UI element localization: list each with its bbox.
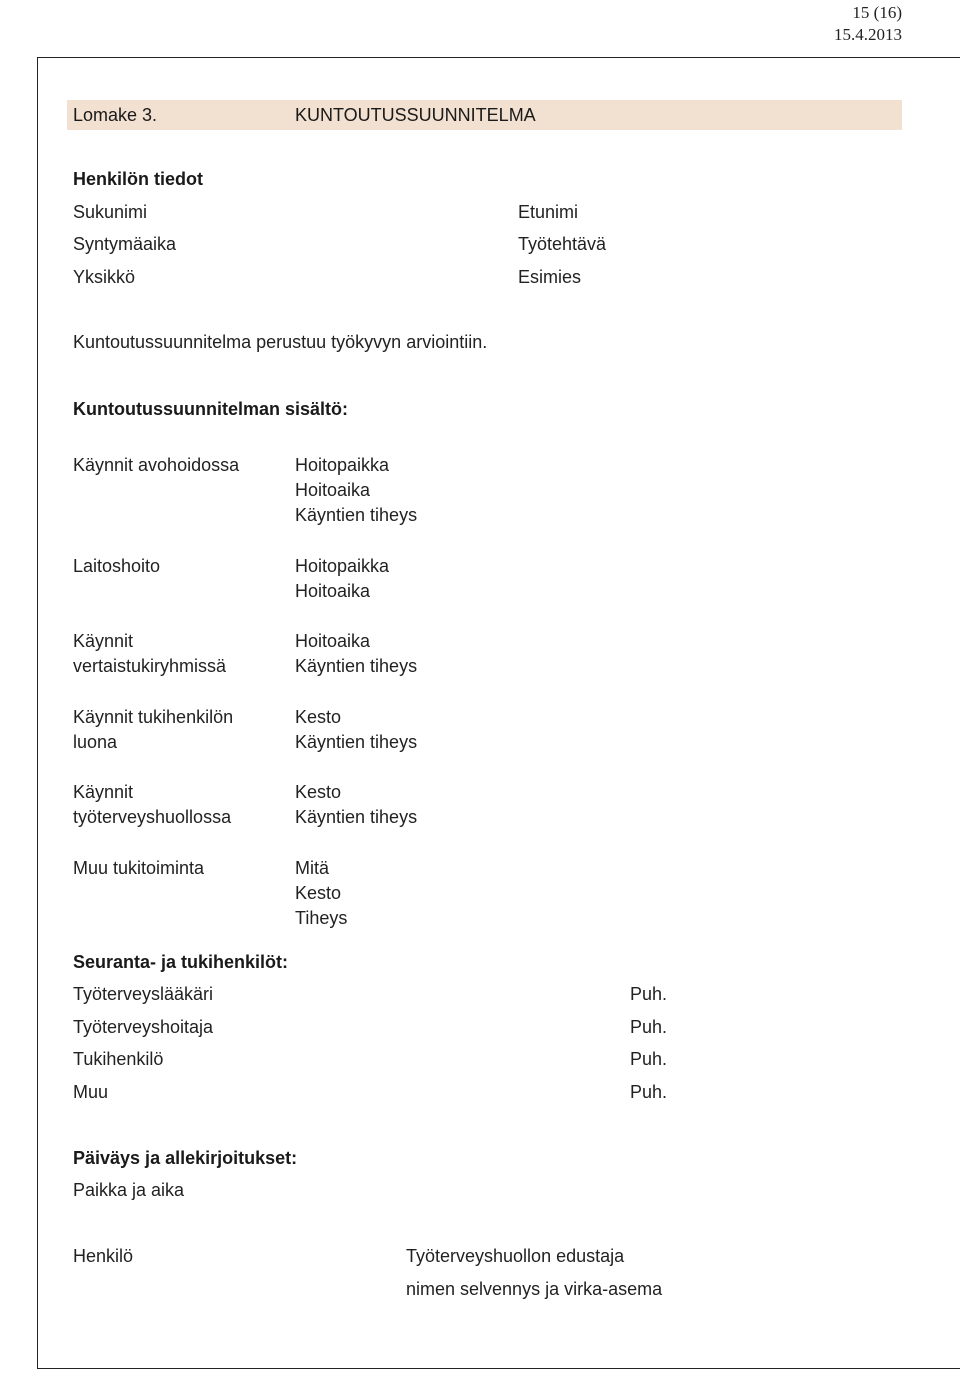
basis-note: Kuntoutussuunnitelma perustuu työkyvyn arviointiin. xyxy=(73,332,488,352)
content-row-items[interactable]: Hoitopaikka Hoitoaika Käyntien tiheys xyxy=(295,455,418,525)
field-place-date[interactable]: Paikka ja aika xyxy=(73,1180,185,1200)
content-row-label: Laitoshoito xyxy=(73,556,161,576)
contact-label[interactable]: Työterveyslääkäri xyxy=(73,984,214,1004)
form-label: Lomake 3. xyxy=(73,105,158,125)
contact-phone[interactable]: Puh. xyxy=(630,1017,668,1037)
person-heading: Henkilön tiedot xyxy=(73,169,203,189)
content-row-label: Käynnit työterveyshuollossa xyxy=(73,782,232,827)
contact-label[interactable]: Työterveyshoitaja xyxy=(73,1017,214,1037)
field-job-title[interactable]: Työtehtävä xyxy=(518,234,607,254)
field-unit[interactable]: Yksikkö xyxy=(73,267,136,287)
contact-phone[interactable]: Puh. xyxy=(630,984,668,1004)
form-banner xyxy=(67,100,902,130)
content-row-items[interactable]: Kesto Käyntien tiheys xyxy=(295,707,418,752)
signature-representative[interactable]: Työterveyshuollon edustaja xyxy=(406,1246,625,1266)
signature-representative-note: nimen selvennys ja virka-asema xyxy=(406,1279,663,1299)
form-title: KUNTOUTUSSUUNNITELMA xyxy=(295,105,536,125)
content-row-items[interactable]: Kesto Käyntien tiheys xyxy=(295,782,418,827)
contact-phone[interactable]: Puh. xyxy=(630,1082,668,1102)
content-heading: Kuntoutussuunnitelman sisältö: xyxy=(73,399,349,419)
contacts-heading: Seuranta- ja tukihenkilöt: xyxy=(73,952,289,972)
content-row-label: Käynnit avohoidossa xyxy=(73,455,240,475)
field-surname[interactable]: Sukunimi xyxy=(73,202,148,222)
field-firstname[interactable]: Etunimi xyxy=(518,202,579,222)
field-supervisor[interactable]: Esimies xyxy=(518,267,582,287)
content-row-items[interactable]: Mitä Kesto Tiheys xyxy=(295,858,348,928)
content-row-label: Käynnit vertaistukiryhmissä xyxy=(73,631,227,676)
contact-label[interactable]: Tukihenkilö xyxy=(73,1049,164,1069)
contact-phone[interactable]: Puh. xyxy=(630,1049,668,1069)
content-row-items[interactable]: Hoitoaika Käyntien tiheys xyxy=(295,631,418,676)
page-number: 15 (16) xyxy=(852,3,902,22)
document-date: 15.4.2013 xyxy=(834,25,902,44)
contact-label[interactable]: Muu xyxy=(73,1082,109,1102)
signature-person[interactable]: Henkilö xyxy=(73,1246,134,1266)
content-row-label: Käynnit tukihenkilön luona xyxy=(73,707,234,752)
signatures-heading: Päiväys ja allekirjoitukset: xyxy=(73,1148,298,1168)
content-row-items[interactable]: Hoitopaikka Hoitoaika xyxy=(295,556,390,601)
field-birthdate[interactable]: Syntymäaika xyxy=(73,234,177,254)
content-row-label: Muu tukitoiminta xyxy=(73,858,205,878)
